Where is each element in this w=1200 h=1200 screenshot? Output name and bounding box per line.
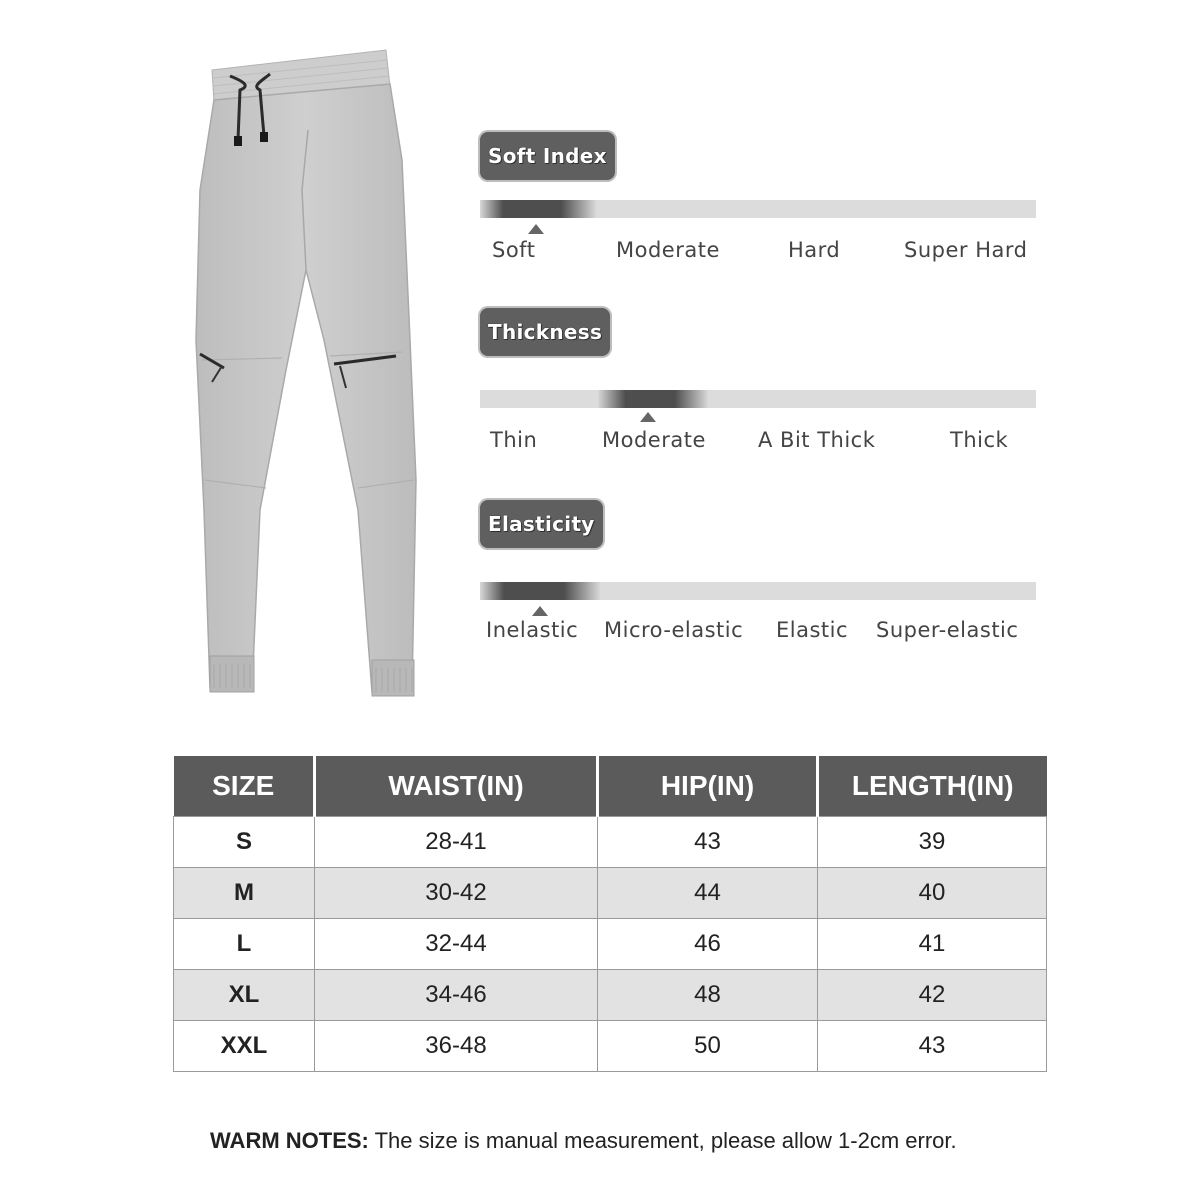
attribute-thickness	[480, 306, 1040, 456]
column-header: WAIST(IN)	[315, 756, 598, 817]
table-cell: 44	[598, 868, 818, 919]
level-label: Soft	[492, 238, 536, 262]
attribute-title-badge: Soft Index	[480, 132, 615, 180]
table-row	[174, 970, 1047, 1021]
table-cell: 42	[818, 970, 1047, 1021]
attribute-soft-index	[480, 130, 1040, 270]
attribute-title-badge: Thickness	[480, 308, 610, 356]
attribute-scale-bar	[480, 200, 1036, 218]
level-label: Moderate	[602, 428, 706, 452]
table-row	[174, 817, 1047, 868]
level-label: Thin	[490, 428, 538, 452]
table-header-row	[174, 756, 1047, 817]
level-label: A Bit Thick	[758, 428, 876, 452]
scale-indicator	[480, 200, 596, 218]
level-label: Inelastic	[486, 618, 579, 642]
selected-level-pointer-icon	[532, 606, 548, 616]
table-cell: 36-48	[315, 1021, 598, 1072]
table-cell: 30-42	[315, 868, 598, 919]
table-cell: 28-41	[315, 817, 598, 868]
table-cell: XXL	[174, 1021, 315, 1072]
level-label: Thick	[950, 428, 1009, 452]
selected-level-pointer-icon	[640, 412, 656, 422]
attribute-title-badge: Elasticity	[480, 500, 603, 548]
table-cell: 39	[818, 817, 1047, 868]
table-row	[174, 868, 1047, 919]
warm-notes-text: The size is manual measurement, please allow 1-2cm error.	[368, 1128, 957, 1153]
scale-indicator	[480, 582, 600, 600]
level-label: Elastic	[776, 618, 849, 642]
attribute-elasticity	[480, 500, 1040, 650]
column-header: SIZE	[174, 756, 315, 817]
table-cell: 46	[598, 919, 818, 970]
table-cell: 48	[598, 970, 818, 1021]
level-label: Super-elastic	[876, 618, 1019, 642]
warm-notes	[210, 1128, 1110, 1154]
table-cell: L	[174, 919, 315, 970]
table-cell: 43	[818, 1021, 1047, 1072]
table-cell: 34-46	[315, 970, 598, 1021]
level-label: Moderate	[616, 238, 720, 262]
table-cell: M	[174, 868, 315, 919]
table-cell: 40	[818, 868, 1047, 919]
selected-level-pointer-icon	[528, 224, 544, 234]
table-cell: 43	[598, 817, 818, 868]
size-chart-table	[173, 756, 1047, 1072]
table-row	[174, 1021, 1047, 1072]
table-cell: 41	[818, 919, 1047, 970]
table-cell: 32-44	[315, 919, 598, 970]
level-label: Hard	[788, 238, 841, 262]
table-cell: XL	[174, 970, 315, 1021]
table-cell: S	[174, 817, 315, 868]
product-image-jogger-pants	[190, 40, 430, 730]
level-label: Super Hard	[904, 238, 1028, 262]
table-cell: 50	[598, 1021, 818, 1072]
attribute-scale-bar	[480, 582, 1036, 600]
column-header: HIP(IN)	[598, 756, 818, 817]
scale-indicator	[598, 390, 708, 408]
level-label: Micro-elastic	[604, 618, 744, 642]
column-header: LENGTH(IN)	[818, 756, 1047, 817]
attribute-scale-bar	[480, 390, 1036, 408]
table-row	[174, 919, 1047, 970]
warm-notes-label: WARM NOTES:	[210, 1128, 369, 1153]
